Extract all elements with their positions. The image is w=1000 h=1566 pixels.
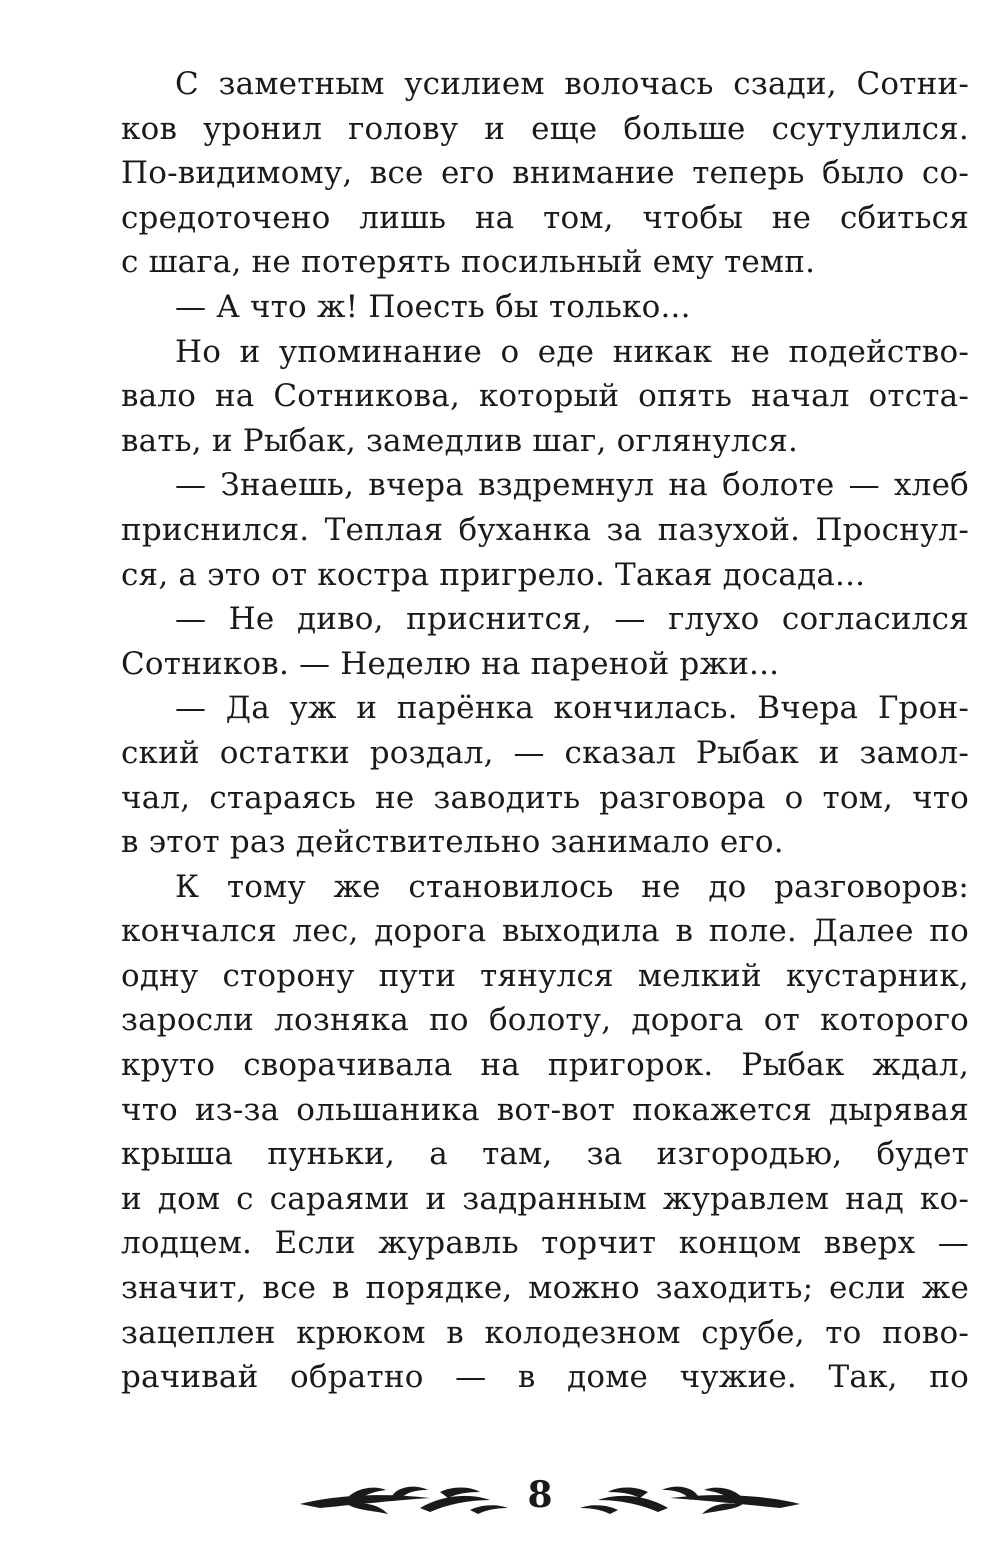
text-line: средоточено лишь на том, чтобы не сбиться xyxy=(121,199,969,236)
text-line: значит, все в порядке, можно заходить; если же xyxy=(121,1270,969,1307)
text-line: крыша пуньки, а там, за изгородью, будет xyxy=(121,1136,969,1173)
text-line: С заметным усилием волочась сзади, Сотни- xyxy=(175,66,969,102)
text-line: ся, а это от костра пригрело. Такая досада... xyxy=(121,556,866,593)
page-number: 8 xyxy=(527,1474,553,1516)
text-line: — А что ж! Поесть бы только... xyxy=(175,288,691,325)
left-flourish-icon xyxy=(300,1487,508,1514)
text-line: и дом с сараями и задранным журавлем над ко- xyxy=(121,1180,969,1217)
text-line: рачивай обратно — в доме чужие. Так, по xyxy=(121,1359,969,1396)
text-line: По-видимому, все его внимание теперь было со- xyxy=(121,155,969,192)
text-line: в этот раз действительно занимало его. xyxy=(121,824,784,861)
text-line: кончался лес, дорога выходила в поле. Далее по xyxy=(121,913,969,950)
text-line: что из-за ольшаника вот-вот покажется дырявая xyxy=(121,1091,969,1128)
text-line: приснился. Теплая буханка за пазухой. Проснул- xyxy=(121,511,969,548)
right-flourish-icon xyxy=(580,1487,800,1514)
text-line: — Знаешь, вчера вздремнул на болоте — хлеб xyxy=(175,467,969,504)
text-line: Но и упоминание о еде никак не подейство- xyxy=(175,333,969,370)
text-line: круто сворачивала на пригорок. Рыбак ждал, xyxy=(121,1047,969,1084)
page-text xyxy=(121,62,969,1400)
text-line: одну сторону пути тянулся мелкий кустарник, xyxy=(121,957,969,994)
text-line: заросли лозняка по болоту, дорога от которого xyxy=(121,1002,969,1039)
text-line: — Не диво, приснится, — глухо согласился xyxy=(175,601,969,638)
text-line: лодцем. Если журавль торчит концом вверх — xyxy=(121,1225,969,1262)
text-line: ский остатки роздал, — сказал Рыбак и замол- xyxy=(121,734,969,771)
text-line: зацеплен крюком в колодезном срубе, то пово- xyxy=(121,1314,969,1351)
text-line: Сотников. — Неделю на пареной ржи... xyxy=(121,645,780,682)
text-line: К тому же становилось не до разговоров: xyxy=(175,868,969,905)
text-line: — Да уж и парёнка кончилась. Вчера Грон- xyxy=(175,690,969,727)
text-line: чал, стараясь не заводить разговора о том, что xyxy=(121,779,969,816)
text-line: вало на Сотникова, который опять начал отста- xyxy=(121,378,969,415)
text-line: с шага, не потерять посильный ему темп. xyxy=(121,244,816,281)
text-line: ков уронил голову и еще больше ссутулился. xyxy=(121,110,969,147)
text-line: вать, и Рыбак, замедлив шаг, оглянулся. xyxy=(121,422,799,459)
footer-ornament xyxy=(0,1462,1000,1542)
